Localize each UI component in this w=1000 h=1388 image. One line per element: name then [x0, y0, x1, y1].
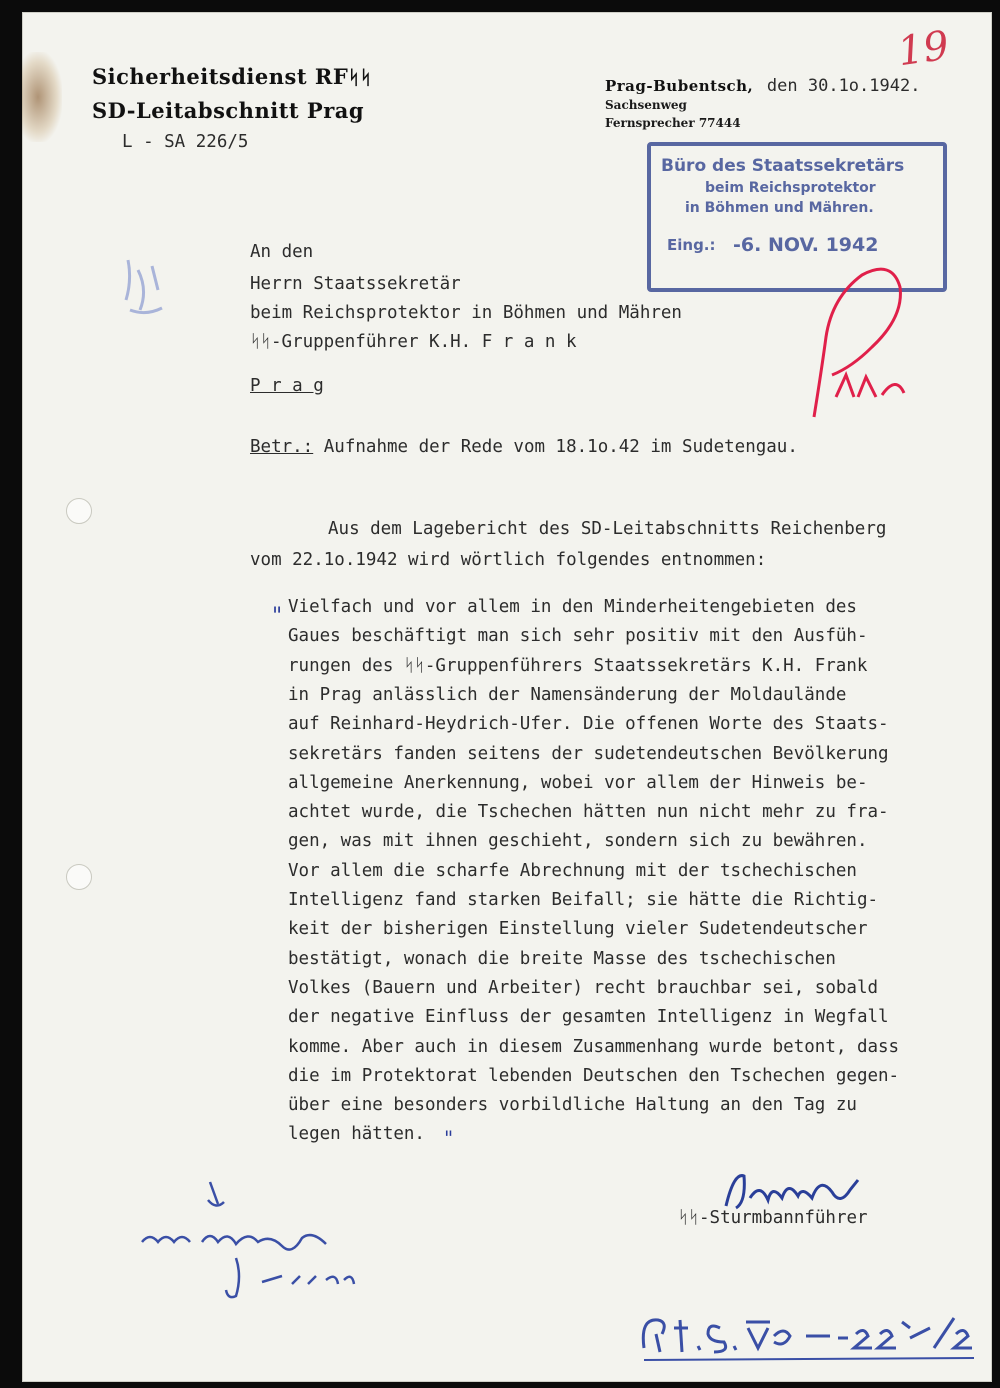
quote-line: Vielfach und vor allem in den Minderheitengebieten des: [288, 597, 857, 617]
quote-line: rungen des ᛋᛋ-Gruppenführers Staatssekretärs K.H. Frank: [288, 655, 868, 676]
red-pencil-initials: [792, 257, 932, 437]
subject-text: Aufnahme der Rede vom 18.1o.42 im Sudetengau.: [323, 437, 798, 457]
quote-line: keit der bisherigen Einstellung vieler Sudetendeutscher: [288, 919, 868, 940]
ss-runes: ᛋᛋ: [348, 67, 373, 89]
intro-line1: Aus dem Lagebericht des SD-Leitabschnitts Reichenberg: [328, 519, 887, 539]
stamp-eing-label: Eing.:: [667, 236, 716, 254]
page-number: 19: [895, 22, 952, 76]
signature-rank-title: -Sturmbannführer: [699, 1208, 868, 1228]
quote-line: die im Protektorat lebenden Deutschen den Tschechen gegen-: [288, 1065, 900, 1086]
quote-line: komme. Aber auch in diesem Zusammenhang wurde betont, dass: [288, 1036, 900, 1057]
stamp-line3: in Böhmen und Mähren.: [685, 200, 874, 216]
street: Sachsenweg: [605, 98, 687, 112]
document-page: [22, 12, 992, 1382]
quote-line: Vor allem die scharfe Abrechnung mit der tschechischen: [288, 860, 857, 881]
quote-open-mark: ": [272, 604, 283, 629]
registry-mark: [634, 1308, 984, 1368]
intro-line2: vom 22.1o.1942 wird wörtlich folgendes entnommen:: [250, 550, 767, 570]
punch-hole-bottom: [66, 864, 92, 890]
phone: Fernsprecher 77444: [605, 116, 741, 130]
ss-runes: ᛋᛋ: [250, 332, 271, 352]
letterhead-org: Sicherheitsdienst RF: [92, 64, 349, 89]
signature-rank: [678, 1208, 868, 1228]
quote-line: allgemeine Anerkennung, wobei vor allem der Hinweis be-: [288, 772, 868, 793]
quote-line: Gaues beschäftigt man sich sehr positiv mit den Ausfüh-: [288, 626, 868, 647]
handwritten-note: [132, 1172, 392, 1302]
letterhead-line1: [92, 64, 372, 89]
ss-runes: ᛋᛋ: [678, 1208, 699, 1228]
recipient-line1: An den: [250, 242, 314, 262]
quote-line: über eine besonders vorbildliche Haltung an den Tag zu: [288, 1095, 857, 1116]
quote-line: in Prag anlässlich der Namensänderung der Moldaulände: [288, 684, 847, 705]
recipient-line3: beim Reichsprotektor in Böhmen und Mähren: [250, 303, 682, 323]
quote-line: auf Reinhard-Heydrich-Ufer. Die offenen Worte des Staats-: [288, 714, 889, 735]
recipient-line2: Herrn Staatssekretär: [250, 274, 461, 294]
subject-line: [250, 437, 798, 457]
blue-scribble-mark: [118, 250, 178, 330]
stamp-line1: Büro des Staatssekretärs: [661, 156, 905, 176]
stain-mark: [22, 52, 62, 142]
recipient-line4: [250, 332, 577, 352]
quote-line: bestätigt, wonach die breite Masse des tschechischen: [288, 948, 836, 969]
subject-label: Betr.:: [250, 437, 314, 457]
quote-line: legen hätten.: [288, 1124, 425, 1145]
reference-number: L - SA 226/5: [122, 132, 249, 152]
quote-close-mark: ": [444, 1126, 454, 1150]
quote-line: der negative Einfluss der gesamten Intelligenz in Wegfall: [288, 1007, 889, 1028]
quote-line: gen, was mit ihnen geschieht, sondern sich zu bewähren.: [288, 831, 868, 852]
place-date: [605, 76, 920, 96]
quote-line: Volkes (Bauern und Arbeiter) recht brauchbar sei, sobald: [288, 977, 879, 998]
stamp-line2: beim Reichsprotektor: [705, 180, 876, 196]
place-name: Prag-Bubentsch,: [605, 77, 754, 95]
quote-line: achtet wurde, die Tschechen hätten nun nicht mehr zu fra-: [288, 802, 889, 823]
letterhead-line2: SD-Leitabschnitt Prag: [92, 98, 365, 123]
recipient-rank-name: -Gruppenführer K.H. F r a n k: [271, 332, 577, 352]
stamp-eing-date: -6. NOV. 1942: [733, 234, 879, 256]
punch-hole-top: [66, 498, 92, 524]
recipient-city: P r a g: [250, 376, 324, 396]
quote-line: sekretärs fanden seitens der sudetendeutschen Bevölkerung: [288, 743, 889, 764]
date: den 30.1o.1942.: [766, 76, 921, 96]
quote-line: Intelligenz fand starken Beifall; sie hätte die Richtig-: [288, 890, 879, 910]
